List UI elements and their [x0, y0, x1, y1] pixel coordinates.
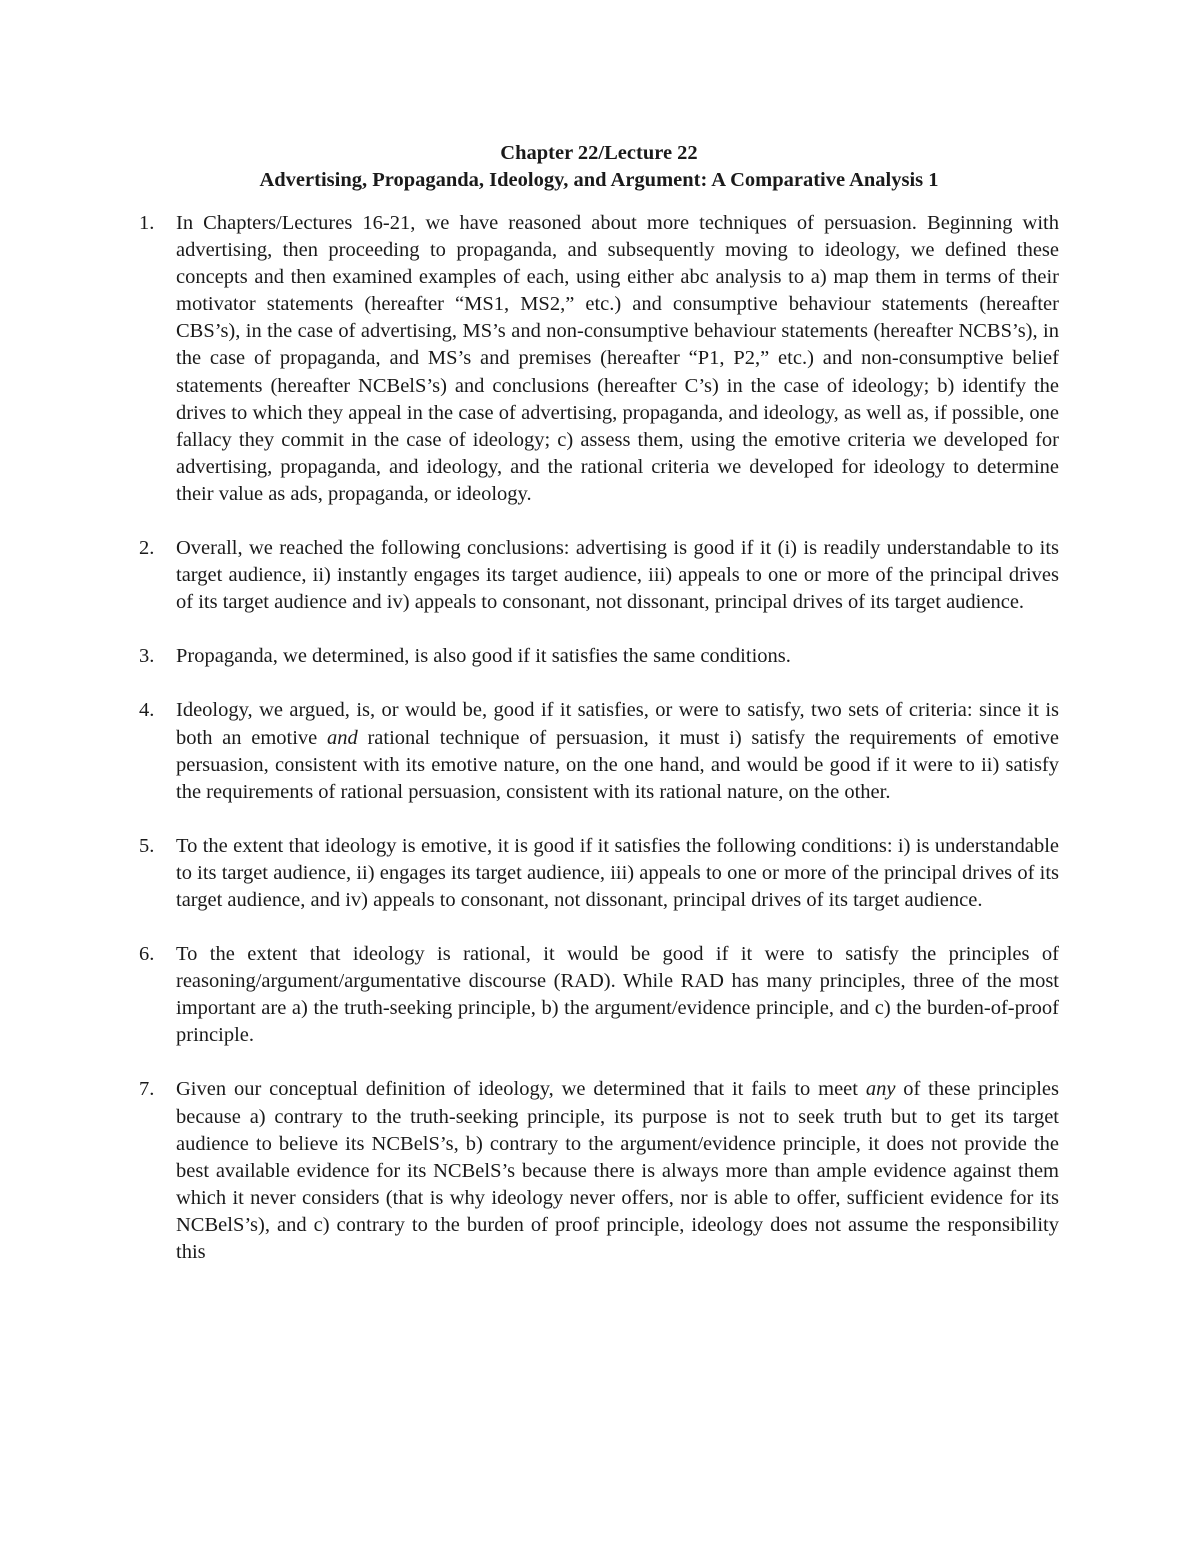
list-item: [139, 210, 1059, 508]
item-emphasis: any: [865, 1078, 896, 1101]
lecture-subtitle: Advertising, Propaganda, Ideology, and Argument: A Comparative Analysis 1: [259, 169, 939, 191]
item-text-after: of these principles because a) contrary to the truth-seeking principle, its purpose is not to seek truth but to get its target audience to believe its NCBelS’s, b) contrary to the argument/evidence principle, it does not provide the best available evidence for its NCBelS’s because there is always more than ample evidence against them which it never considers (that is why ideology never offers, nor is able to offer, sufficient evidence for its NCBelS’s), and c) contrary to the burden of proof principle, ideology does not assume the responsibility this: [176, 1078, 1059, 1263]
title-block: [139, 140, 1059, 194]
item-number: 5.: [139, 834, 155, 857]
list-item: [139, 1076, 1059, 1266]
item-number: 1.: [139, 212, 155, 234]
item-text: In Chapters/Lectures 16-21, we have reasoned about more techniques of persuasion. Beginning with advertising, then proceeding to propaganda, and subsequently moving to ideology, we defined these concepts and then examined examples of each, using either abc analysis to a) map them in terms of their motivator statements (hereafter “MS1, MS2,” etc.) and consumptive behaviour statements (hereafter CBS’s), in the case of advertising, MS’s and non-consumptive behaviour statements (hereafter NCBS’s), in the case of propaganda, and MS’s and premises (hereafter “P1, P2,” etc.) and non-consumptive belief statements (hereafter NCBelS’s) and conclusions (hereafter C’s) in the case of ideology; b) identify the drives to which they appeal in the case of advertising, propaganda, and ideology, as well as, if possible, one fallacy they commit in the case of ideology; c) assess them, using the emotive criteria we developed for advertising, propaganda, and ideology, and the rational criteria we developed for ideology to determine their value as ads, propaganda, or ideology.: [176, 212, 1059, 505]
list-item: [139, 643, 1059, 670]
item-text-before: Given our conceptual definition of ideology, we determined that it fails to meet: [176, 1078, 866, 1101]
item-text: Overall, we reached the following conclusions: advertising is good if it (i) is readily understandable to its target audience, ii) instantly engages its target audience, iii) appeals to one or more of the principal drives of its target audience and iv) appeals to consonant, not dissonant, principal drives of its target audience.: [176, 537, 1059, 614]
item-number: 6.: [139, 943, 155, 966]
item-text: To the extent that ideology is rational, it would be good if it were to satisfy the principles of reasoning/argument/argumentative discourse (RAD). While RAD has many principles, three of the most important are a) the truth-seeking principle, b) the argument/evidence principle, and c) the burden-of-proof principle.: [176, 943, 1059, 1047]
item-number: 4.: [139, 699, 155, 722]
item-text: To the extent that ideology is emotive, it is good if it satisfies the following conditions: i) is understandable to its target audience, ii) engages its target audience, iii) appeals to one or more of the principal drives of its target audience, and iv) appeals to consonant, not dissonant, principal drives of its target audience.: [176, 834, 1059, 911]
item-number: 7.: [139, 1078, 155, 1101]
item-number: 2.: [139, 537, 155, 560]
item-number: 3.: [139, 645, 155, 668]
item-emphasis: and: [326, 726, 358, 749]
list-item: [139, 833, 1059, 914]
item-text: [176, 699, 1059, 802]
item-text: Propaganda, we determined, is also good if it satisfies the same conditions.: [176, 645, 791, 668]
numbered-list: [139, 210, 1059, 1266]
item-text: [176, 1078, 1059, 1263]
chapter-title: Chapter 22/Lecture 22: [500, 142, 698, 164]
item-text-before: Ideology, we argued, is, or would be, good if it satisfies, or were to satisfy, two sets of criteria: since it is both an emotive: [176, 699, 1059, 749]
document-page: [139, 140, 1059, 1293]
list-item: [139, 941, 1059, 1049]
list-item: [139, 697, 1059, 805]
item-text-after: rational technique of persuasion, it must i) satisfy the requirements of emotive persuasion, consistent with its emotive nature, on the one hand, and would be good if it were to ii) satisfy the requirements of rational persuasion, consistent with its rational nature, on the other.: [176, 726, 1059, 803]
list-item: [139, 535, 1059, 616]
